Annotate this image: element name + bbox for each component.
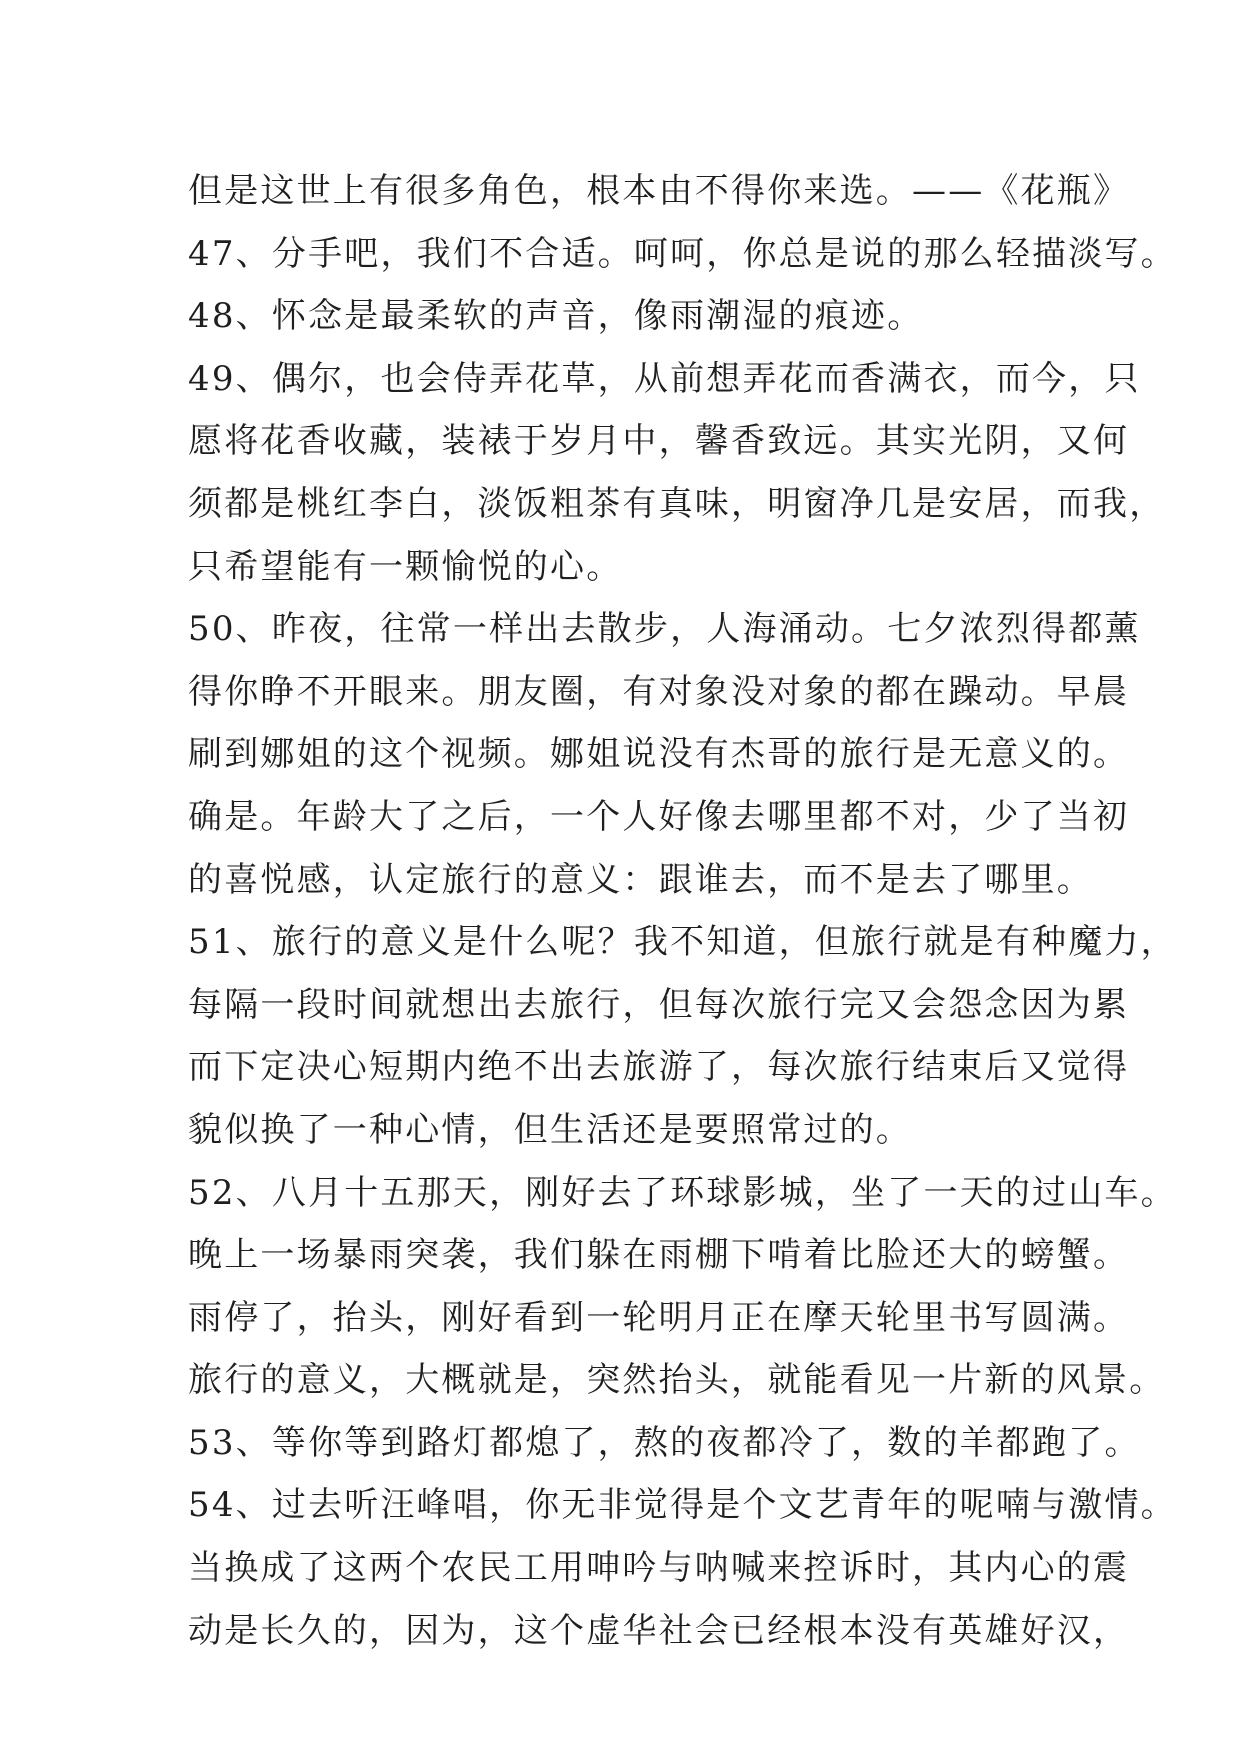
text-line: 52、八月十五那天，刚好去了环球影城，坐了一天的过山车。 (188, 1172, 1177, 1213)
text-line: 48、怀念是最柔软的声音，像雨潮湿的痕迹。 (188, 296, 924, 337)
text-line: 每隔一段时间就想出去旅行，但每次旅行完又会怨念因为累 (188, 984, 1130, 1025)
text-line: 貌似换了一种心情，但生活还是要照常过的。 (188, 1109, 912, 1150)
text-line: 50、昨夜，往常一样出去散步，人海涌动。七夕浓烈得都薰 (188, 609, 1141, 650)
text-line: 但是这世上有很多角色，根本由不得你来选。——《花瓶》 (188, 171, 1130, 211)
text-line: 雨停了，抬头，刚好看到一轮明月正在摩天轮里书写圆满。 (188, 1297, 1130, 1338)
text-line: 愿将花香收藏，装裱于岁月中，馨香致远。其实光阴，又何 (188, 421, 1130, 462)
text-line: 47、分手吧，我们不合适。呵呵，你总是说的那么轻描淡写。 (188, 233, 1177, 274)
text-line: 而下定决心短期内绝不出去旅游了，每次旅行结束后又觉得 (188, 1047, 1130, 1088)
text-line: 确是。年龄大了之后，一个人好像去哪里都不对，少了当初 (188, 796, 1130, 837)
text-line: 49、偶尔，也会侍弄花草，从前想弄花而香满衣，而今，只 (188, 358, 1141, 399)
text-line: 只希望能有一颗愉悦的心。 (188, 546, 623, 587)
text-line: 刷到娜姐的这个视频。娜姐说没有杰哥的旅行是无意义的。 (188, 734, 1130, 775)
text-line: 须都是桃红李白，淡饭粗茶有真味，明窗净几是安居，而我， (188, 483, 1166, 524)
text-line: 51、旅行的意义是什么呢？我不知道，但旅行就是有种魔力， (188, 922, 1177, 963)
body-text (188, 160, 1177, 1662)
text-line: 动是长久的，因为，这个虚华社会已经根本没有英雄好汉， (188, 1610, 1130, 1651)
text-line: 旅行的意义，大概就是，突然抬头，就能看见一片新的风景。 (188, 1360, 1166, 1401)
text-line: 晚上一场暴雨突袭，我们躲在雨棚下啃着比脸还大的螃蟹。 (188, 1235, 1130, 1276)
text-line: 得你睁不开眼来。朋友圈，有对象没对象的都在躁动。早晨 (188, 671, 1130, 712)
text-line: 当换成了这两个农民工用呻吟与呐喊来控诉时，其内心的震 (188, 1548, 1130, 1589)
text-line: 53、等你等到路灯都熄了，熬的夜都冷了，数的羊都跑了。 (188, 1422, 1141, 1463)
text-line: 的喜悦感，认定旅行的意义：跟谁去，而不是去了哪里。 (188, 859, 1093, 900)
text-line: 54、过去听汪峰唱，你无非觉得是个文艺青年的呢喃与激情。 (188, 1485, 1177, 1526)
